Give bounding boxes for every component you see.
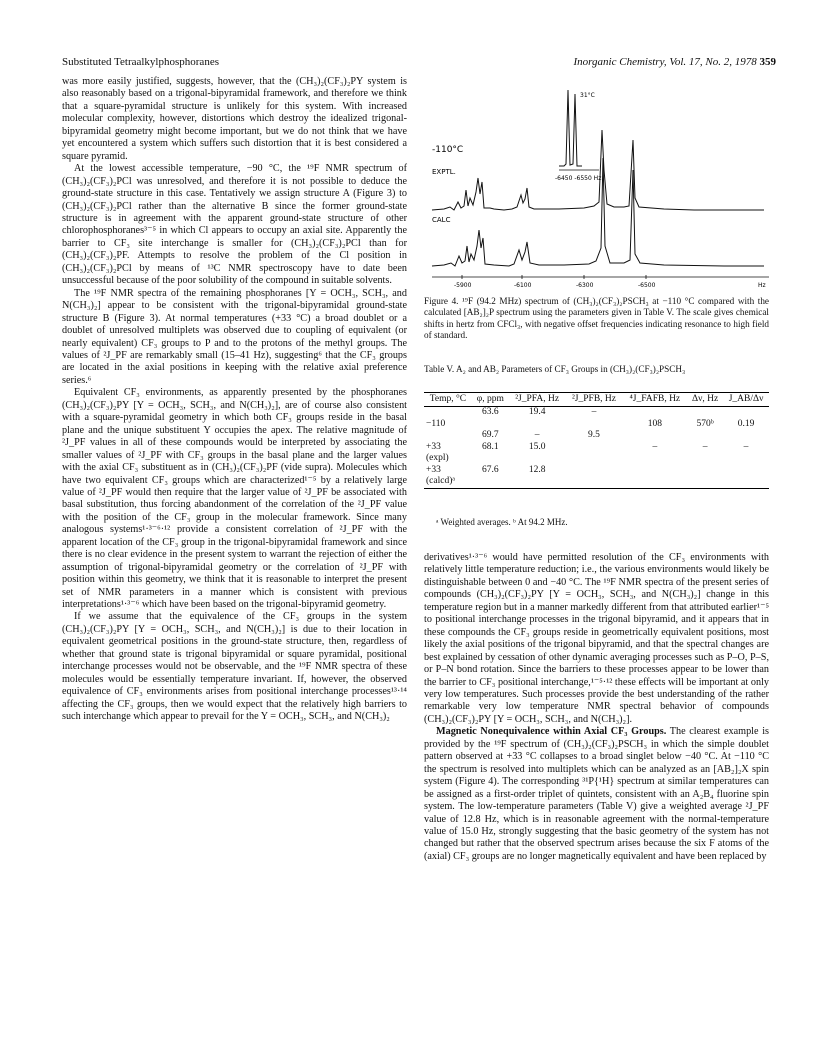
journal-citation: Inorganic Chemistry, Vol. 17, No. 2, 1978 359	[573, 56, 776, 68]
column-header: J_AB/Δν	[723, 393, 769, 407]
table-row	[424, 476, 769, 488]
figure-4-spectrum	[424, 70, 779, 295]
table-cell	[424, 430, 472, 442]
table-cell	[566, 419, 623, 431]
table-row	[424, 465, 769, 477]
paragraph: Equivalent CF₃ environments, as apparently presented by the phosphoranes (CH₃)₂(CF₃)₂PY [Y = OCH₃, SCH₃, and N(CH₃)₂], are of course also consistent with a square-pyramidal geometry in which both CF₃ groups reside in the basal plane and the unique substituent Y occupies the apex. The relative magnitude of ²J_PF values in all of these compounds would be interpreted by associating the smaller values of ²J_PF with CF₃ groups in the basal plane and the larger values with the axial CF₃ substituent as in (CH₃)₂(CF₃)₂PF (vide supra). Molecules which have two equivalent CF₃ groups which are characterized¹⁻⁵ by a relatively large value of ²J_PF would then require that the larger value of ²J_PF be associated with basal substitution, thus forcing abandonment of the correlation of the ²J_PF value with the position of the CF₃ group in the molecular framework. Since many analogous systems¹·³⁻⁶·¹² provide a consistent correlation of ²J_PF with the apparent location of the CF₃ group in the trigonal-bipyramidal framework and since there is no clear evidence in the present system to warrant the rejection of either the assumption of trigonal-bipyramidal geometry or the correlation of ²J_PF with position within this geometry, we think that it is reasonable to interpret the present set of NMR parameters in a manner which is consistent with previous interpretations¹·³⁻⁶ which have been based on the trigonal-bipyramid geometry.	[62, 387, 407, 611]
column-header: ²J_PFA, Hz	[509, 393, 566, 407]
table-cell	[687, 476, 723, 488]
table-cell	[622, 476, 687, 488]
table-cell: –	[591, 407, 597, 417]
table-cell	[622, 453, 687, 465]
column-header: ²J_PFB, Hz	[566, 393, 623, 407]
calculated-label: CALC	[432, 216, 451, 224]
table-cell	[687, 465, 723, 477]
axis-tick-label: -5900	[454, 282, 472, 289]
table-row	[424, 407, 769, 419]
section-heading: Magnetic Nonequivalence within Axial CF₃ Groups.	[436, 726, 667, 738]
table-cell: 67.6	[482, 464, 499, 475]
column-header: φ, ppm	[472, 393, 509, 407]
table-cell	[687, 453, 723, 465]
table-cell	[472, 453, 509, 465]
table-cell: 570ᵇ	[696, 418, 714, 429]
table-cell: −110	[426, 418, 446, 429]
page-number: 359	[759, 56, 776, 68]
table-cell	[566, 453, 623, 465]
nmr-spectrum-plot	[424, 70, 779, 295]
temperature-label: -110°C	[432, 145, 464, 155]
table-cell: 12.8	[528, 464, 546, 475]
running-head: Substituted Tetraalkylphosphoranes	[62, 56, 219, 68]
table-footnote: ᵃ Weighted averages. ᵇ At 94.2 MHz.	[436, 517, 568, 527]
paragraph: At the lowest accessible temperature, −90 °C, the ¹⁹F NMR spectrum of (CH₃)₂(CF₃)₂PCl was unresolved, and therefore it is not possible to deduce the ground-state structure in this case. Tentatively we assign structure A (Figure 3) to (CH₃)₂(CF₃)₂PCl rather than the alternative B since the former ground-state structure is in agreement with the apparent ground-state structure of other chlorophosphoranes³⁻⁵ in which Cl appears to occupy an axial site. Apparently the barrier to CF₃ site interchange is smaller for (CH₃)₂(CF₃)₂PCl than for (CH₃)₂(CF₃)₂PF. Attempts to resolve the problem of the Cl position in (CH₃)₂(CF₃)₂PCl by means of ¹³C NMR spectroscopy have to date been unsuccessful because of the poor solubility of the compound in suitable solvents.	[62, 163, 407, 287]
table-cell	[509, 476, 566, 488]
table-cell	[566, 476, 623, 488]
column-header: Temp, °C	[424, 393, 472, 407]
paragraph: If we assume that the equivalence of the CF₃ groups in the system (CH₃)₂(CF₃)₂PY [Y = OCH₃, SCH₃, and N(CH₃)₂] is due to their location in equivalent geometrical positions in the ground-state structure, then, regardless of whether that ground state is trigonal bipyramidal or square pyramidal, positional interchange processes would not be observable, and the ¹⁹F NMR spectra of these molecules would be essentially temperature invariant. If, however, the observed equivalence of CF₃ environments arises from positional interchange processes¹³·¹⁴ affecting the CF₃ groups, then we would expect that the relatively high barriers to such interchange which appear to prevail for the Y = OCH₃, SCH₃, and N(CH₃)₂	[62, 611, 407, 723]
table-cell	[622, 407, 687, 419]
table-caption: Table V. A₂ and AB₂ Parameters of CF₃ Groups in (CH₃)₂(CF₃)₂PSCH₃	[424, 364, 686, 374]
inset-temp-label: 31°C	[580, 92, 595, 99]
table-cell	[424, 407, 472, 419]
table-cell	[622, 465, 687, 477]
table-row	[424, 453, 769, 465]
column-header: ⁴J_FAFB, Hz	[622, 393, 687, 407]
table-header-row	[424, 393, 769, 407]
table-row	[424, 442, 769, 454]
paragraph: derivatives¹·³⁻⁶ would have permitted resolution of the CF₃ environments with relatively little temperature reduction; i.e., the various environments would likely be distinguishable between 0 and −40 °C. The ¹⁹F NMR spectra of the present series of compounds (CH₃)₂(CF₃)₂PY [Y = OCH₃, SCH₃, and N(CH₃)₂] change in this temperature region but in a manner markedly different from that attributed earlier¹⁻⁵ to positional interchange processes in the trigonal bipyramid, and it appears that in these compounds the CF₃ groups reside in geometrically equivalent positions, most likely the axial positions of the trigonal bipyramid, and that the spectral changes are best explained by cessation of other dynamic averaging processes such as P–O, P–S, or P–N bond rotation. Since the barriers to these processes appear to be lower than the barrier to CF₃ positional interchange,¹⁻⁵·¹² these effects will be important at only very low temperatures. Such processes provide the best understanding of the rather remarkable very low temperature NMR spectral behavior of compounds (CH₃)₂(CF₃)₂PY [Y = OCH₃, SCH₃, and N(CH₃)₂].	[424, 552, 769, 725]
table-cell	[566, 442, 623, 454]
table-cell: 68.1	[482, 441, 499, 452]
paragraph-text: The clearest example is provided by the ¹⁹F spectrum of (CH₃)₂(CF₃)₂PSCH₃ in which the simple doublet pattern observed at +33 °C collapses to a broad singlet below −40 °C. At −110 °C the spectrum is resolved into multiplets which can be analyzed as an [AB₂]₂X spin system (Figure 4). The corresponding ³¹P{¹H} spectrum at similar temperatures can be assigned as a first-order triplet of quintets, consistent with an A₂B₄ fluorine spin system. The low-temperature parameters (Table V) give a weighted average ²J_PF value of 12.8 Hz, which is in reasonable agreement with the normal-temperature value of 15.0 Hz, strongly suggesting that the basic geometry of the system has not changed but rather that the observed spectrum arises because the six F atoms of the (axial) CF₃ groups are no longer magnetically equivalent and have been replaced by	[424, 726, 769, 862]
table-cell: 9.5	[588, 430, 600, 440]
table-cell: +33	[426, 464, 441, 475]
table-cell	[509, 419, 566, 431]
table-cell: –	[702, 441, 708, 452]
table-cell	[723, 465, 769, 477]
table-cell: –	[652, 441, 658, 452]
table-cell: 63.6	[482, 407, 499, 417]
table-cell: 108	[647, 418, 662, 429]
left-column	[62, 76, 407, 724]
table-cell	[472, 419, 509, 431]
paragraph: The ¹⁹F NMR spectra of the remaining phosphoranes [Y = OCH₃, SCH₃, and N(CH₃)₂] appear to be consistent with the trigonal-bipyramidal ground-state structure B (Figure 3). At normal temperatures (+33 °C) a broad doublet or a doublet of unresolved multiplets was observed due to coupling of equivalent (or nearly equivalent) CF₃ groups to P and to the protons of the methyl groups. The values of ²J_PF are remarkably small (15–41 Hz), suggesting⁶ that the CF₃ groups are located in the axial positions in keeping with the relative axial preference series.⁶	[62, 287, 407, 386]
axis-unit-label: Hz	[758, 282, 766, 289]
table-cell	[566, 465, 623, 477]
paragraph	[424, 726, 769, 863]
table-cell: (calcd)ᵃ	[426, 476, 455, 486]
table-cell	[723, 430, 769, 442]
table-cell: –	[743, 441, 749, 452]
column-header: Δν, Hz	[687, 393, 723, 407]
table-row	[424, 419, 769, 431]
table-cell: 0.19	[737, 418, 755, 429]
table-cell: (expl)	[426, 453, 449, 463]
right-column	[424, 552, 769, 863]
table-cell	[723, 453, 769, 465]
axis-tick-label: -6300	[576, 282, 594, 289]
table-cell	[472, 476, 509, 488]
inset-scale-label: -6450 -6550 Hz	[555, 175, 602, 182]
experimental-label: EXPTL.	[432, 168, 456, 176]
axis-tick-label: -6100	[514, 282, 532, 289]
figure-caption: Figure 4. ¹⁹F (94.2 MHz) spectrum of (CH₃)₂(CF₃)₂PSCH₃ at −110 °C compared with the calculated [AB₂]₂P spectrum using the parameters given in Table V. The scale gives chemical shifts in hertz from CFCl₃, with negative offset frequencies indicating resonance to high field of standard.	[424, 296, 769, 340]
table-v	[424, 392, 769, 489]
table-cell	[509, 453, 566, 465]
table-cell: 15.0	[528, 441, 546, 452]
paragraph: was more easily justified, suggests, however, that the (CH₃)₂(CF₃)₂PY system is also reasonably based on a trigonal-bipyramidal framework, and therefore we think that a square-pyramidal structure is unlikely for this system. With increased molecular complexity, however, distortions which destroy the idealized trigonal-bipyramidal geometry might become important, but we do not think that we have yet encountered a system which suffers such distortion that it is best considered a square pyramid.	[62, 76, 407, 162]
table-cell	[687, 430, 723, 442]
axis-tick-label: -6500	[638, 282, 656, 289]
table-cell	[622, 430, 687, 442]
table-cell: 19.4	[528, 407, 546, 417]
table-cell: –	[534, 430, 540, 440]
table-row	[424, 430, 769, 442]
inset-spectrum-trace	[559, 90, 582, 166]
table-cell	[687, 407, 723, 419]
table-cell	[723, 407, 769, 419]
table-cell: +33	[426, 441, 441, 452]
table-cell: 69.7	[482, 430, 499, 440]
table-cell	[723, 476, 769, 488]
